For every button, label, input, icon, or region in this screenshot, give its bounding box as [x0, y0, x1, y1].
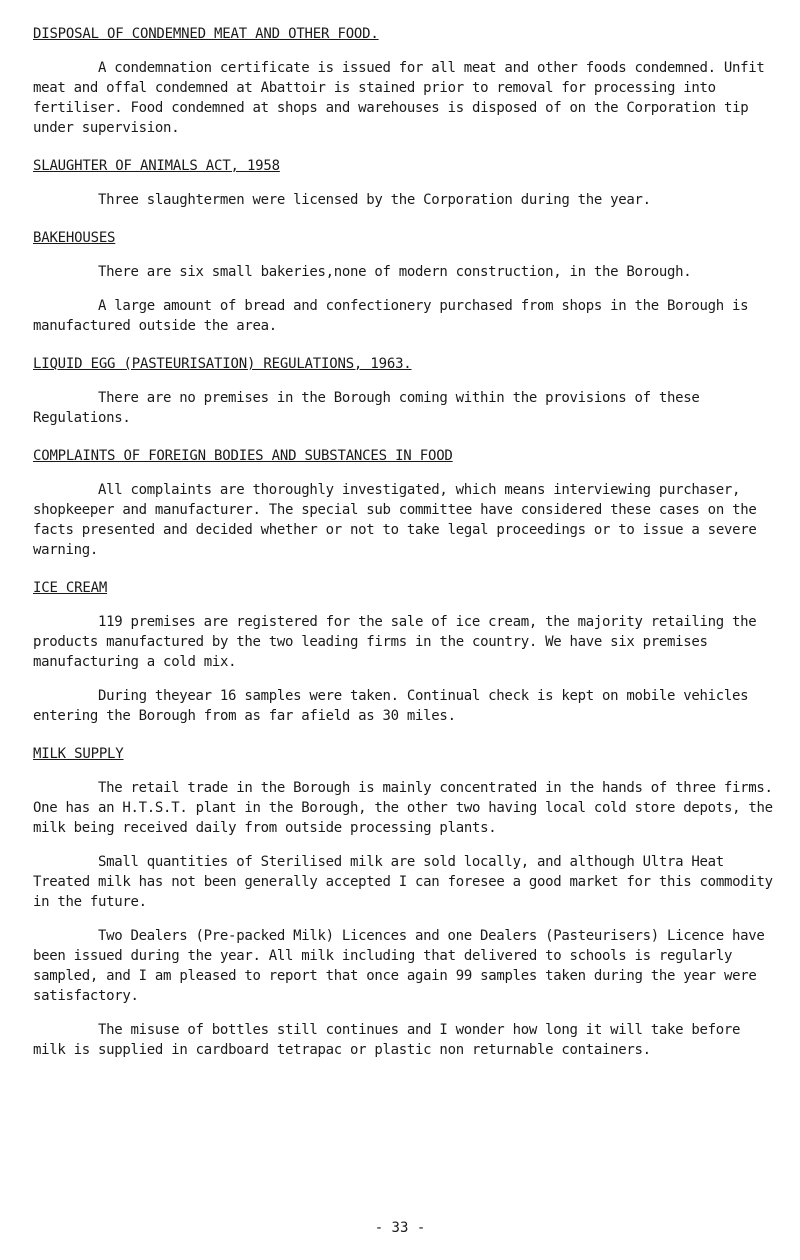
- paragraph-bakehouses-1: There are six small bakeries,none of modern construction, in the Borough.: [98, 264, 692, 280]
- paragraph-ice-cream-1: 119 premises are registered for the sale of ice cream, the majority retailing the products manufactured by the two leading firms in the country. We have six premises manufacturing a cold mix.: [33, 614, 757, 670]
- paragraph-milk-supply-4: The misuse of bottles still continues and I wonder how long it will take before milk is supplied in cardboard tetrapac or plastic non returnable containers.: [33, 1022, 741, 1058]
- section-heading-disposal: DISPOSAL OF CONDEMNED MEAT AND OTHER FOOD.: [33, 26, 379, 42]
- paragraph-milk-supply-3: Two Dealers (Pre-packed Milk) Licences and one Dealers (Pasteurisers) Licence have been issued during the year. All milk including that delivered to schools is regularly sampled, and I am pleased to report that once again 99 samples taken during the year were satisfactory.: [33, 928, 765, 1004]
- paragraph-disposal: A condemnation certificate is issued for all meat and other foods condemned. Unfit meat and offal condemned at Abattoir is stained prior to removal for processing into fertiliser. Food condemned at shops and warehouses is disposed of on the Corporation tip under supervision.: [33, 60, 765, 136]
- paragraph-milk-supply-1: The retail trade in the Borough is mainly concentrated in the hands of three firms. One has an H.T.S.T. plant in the Borough, the other two having local cold store depots, the milk being received daily from outside processing plants.: [33, 780, 773, 836]
- section-heading-ice-cream: ICE CREAM: [33, 580, 108, 596]
- section-heading-milk-supply: MILK SUPPLY: [33, 746, 124, 762]
- paragraph-liquid-egg: There are no premises in the Borough coming within the provisions of these Regulations.: [33, 390, 700, 426]
- section-heading-liquid-egg: LIQUID EGG (PASTEURISATION) REGULATIONS, 1963.: [33, 356, 412, 372]
- paragraph-complaints: All complaints are thoroughly investigated, which means interviewing purchaser, shopkeeper and manufacturer. The special sub committee have considered these cases on the facts presented and decided whether or not to take legal proceedings or to issue a severe warning.: [33, 482, 757, 558]
- section-heading-slaughter: SLAUGHTER OF ANIMALS ACT, 1958: [33, 158, 280, 174]
- paragraph-bakehouses-2: A large amount of bread and confectionery purchased from shops in the Borough is manufactured outside the area.: [33, 298, 749, 334]
- paragraph-slaughter: Three slaughtermen were licensed by the Corporation during the year.: [98, 192, 651, 208]
- paragraph-milk-supply-2: Small quantities of Sterilised milk are sold locally, and although Ultra Heat Treated milk has not been generally accepted I can foresee a good market for this commodity in the future.: [33, 854, 773, 910]
- document-page: [33, 24, 773, 1060]
- section-heading-bakehouses: BAKEHOUSES: [33, 230, 116, 246]
- section-heading-complaints: COMPLAINTS OF FOREIGN BODIES AND SUBSTANCES IN FOOD: [33, 448, 453, 464]
- paragraph-ice-cream-2: During theyear 16 samples were taken. Continual check is kept on mobile vehicles entering the Borough from as far afield as 30 miles.: [33, 688, 749, 724]
- page-number: - 33 -: [374, 1220, 426, 1236]
